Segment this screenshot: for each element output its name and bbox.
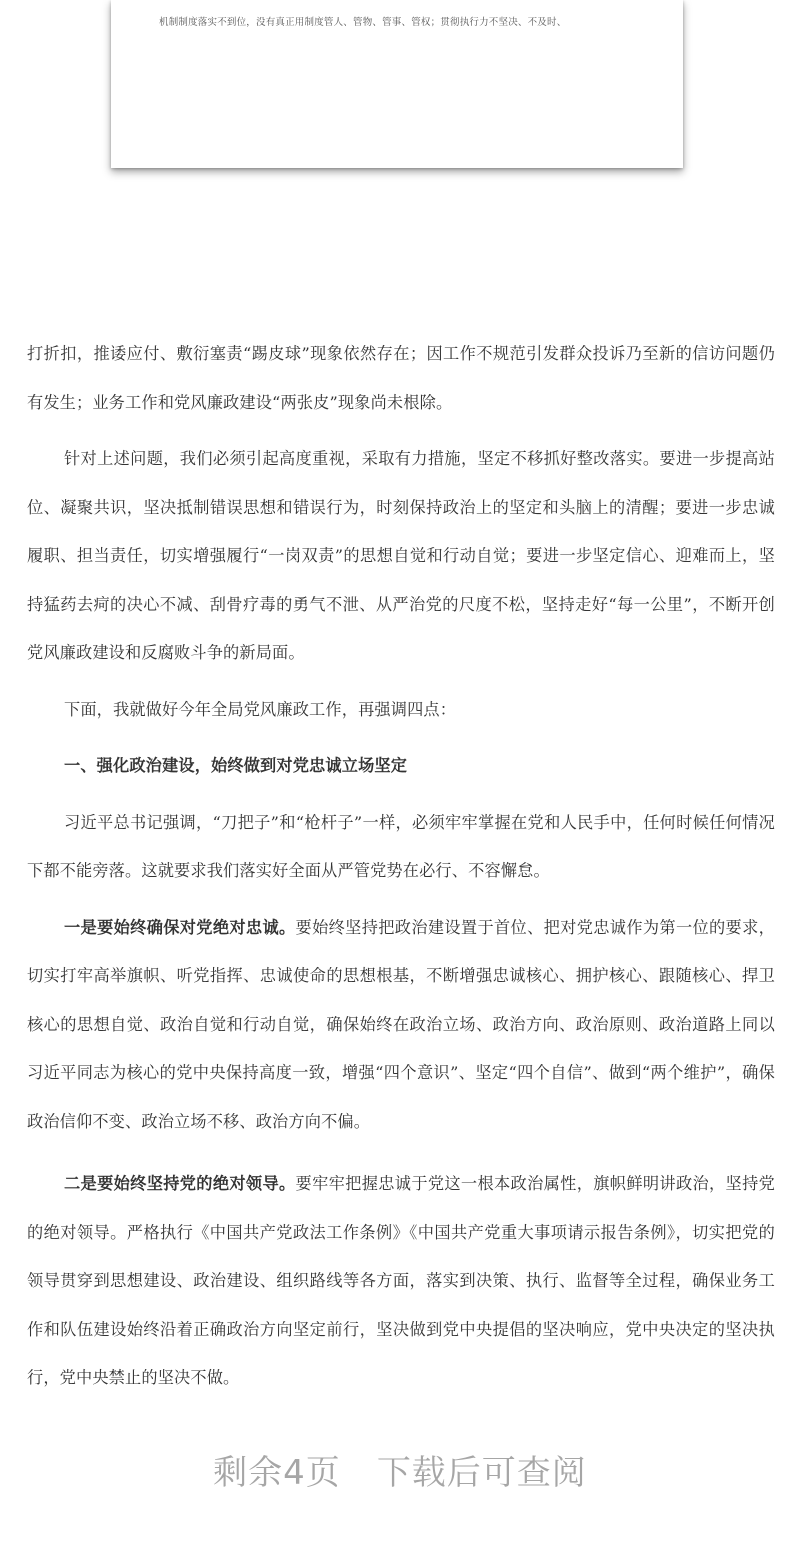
section-heading-1: 一、强化政治建设，始终做到对党忠诚立场坚定	[64, 756, 408, 775]
paragraph-rectification: 针对上述问题，我们必须引起高度重视，采取有力措施，坚定不移抓好整改落实。要进一步提高站位、凝聚共识，坚决抵制错误思想和错误行为，时刻保持政治上的坚定和头脑上的清醒；要进一步忠诚履职、担当责任，切实增强履行“一岗双责”的思想自觉和行动自觉；要进一步坚定信心、迎难而上，坚持猛药去疴的决心不减、刮骨疗毒的勇气不泄、从严治党的尺度不松，坚持走好“每一公里”，不断开创党风廉政建设和反腐败斗争的新局面。	[27, 449, 775, 662]
download-to-read-more-button[interactable]	[0, 1445, 800, 1494]
document-body	[27, 330, 775, 1403]
paragraph-intro-four-points: 下面，我就做好今年全局党风廉政工作，再强调四点：	[64, 699, 457, 719]
paragraph-loyalty-lead: 一是要始终确保对党绝对忠诚。	[64, 917, 296, 937]
paragraph-loyalty-body: 要始终坚持把政治建设置于首位、把对党忠诚作为第一位的要求，切实打牢高举旗帜、听党指挥、忠诚使命的思想根基，不断增强忠诚核心、拥护核心、跟随核心、捍卫核心的思想自觉、政治自觉和行动自觉，确保始终在政治立场、政治方向、政治原则、政治道路上同以习近平同志为核心的党中央保持高度一致，增强“四个意识”、坚定“四个自信”、做到“两个维护”，确保政治信仰不变、政治立场不移、政治方向不偏。	[27, 917, 775, 1131]
paragraph-leadership-lead: 二是要始终坚持党的绝对领导。	[64, 1174, 296, 1193]
paragraph-leadership-body: 要牢牢把握忠诚于党这一根本政治属性，旗帜鲜明讲政治，坚持党的绝对领导。严格执行《中国共产党政法工作条例》《中国共产党重大事项请示报告条例》，切实把党的领导贯穿到思想建设、政治建设、组织路线等各方面，落实到决策、执行、监督等全过程，确保业务工作和队伍建设始终沿着正确政治方向坚定前行，坚决做到党中央提倡的坚决响应，党中央决定的坚决执行，党中央禁止的坚决不做。	[27, 1174, 775, 1387]
remaining-pages-label: 剩余4页	[213, 1453, 341, 1493]
paragraph-continuation: 打折扣，推诿应付、敷衍塞责“踢皮球”现象依然存在；因工作不规范引发群众投诉乃至新的信访问题仍有发生；业务工作和党风廉政建设“两张皮”现象尚未根除。	[27, 344, 775, 412]
paragraph-loyalty	[27, 904, 775, 1147]
paragraph-xi-quote: 习近平总书记强调，“刀把子”和“枪杆子”一样，必须牢牢掌握在党和人民手中，任何时候任何情况下都不能旁落。这就要求我们落实好全面从严管党势在必行、不容懈怠。	[27, 812, 775, 880]
paragraph-leadership	[27, 1160, 775, 1403]
download-to-view-label: 下载后可查阅	[376, 1453, 587, 1493]
previous-page-preview-card	[111, 0, 683, 168]
preview-text-line: 机制制度落实不到位，没有真正用制度管人、管物、管事、管权；贯彻执行力不坚决、不及时、	[159, 17, 567, 28]
